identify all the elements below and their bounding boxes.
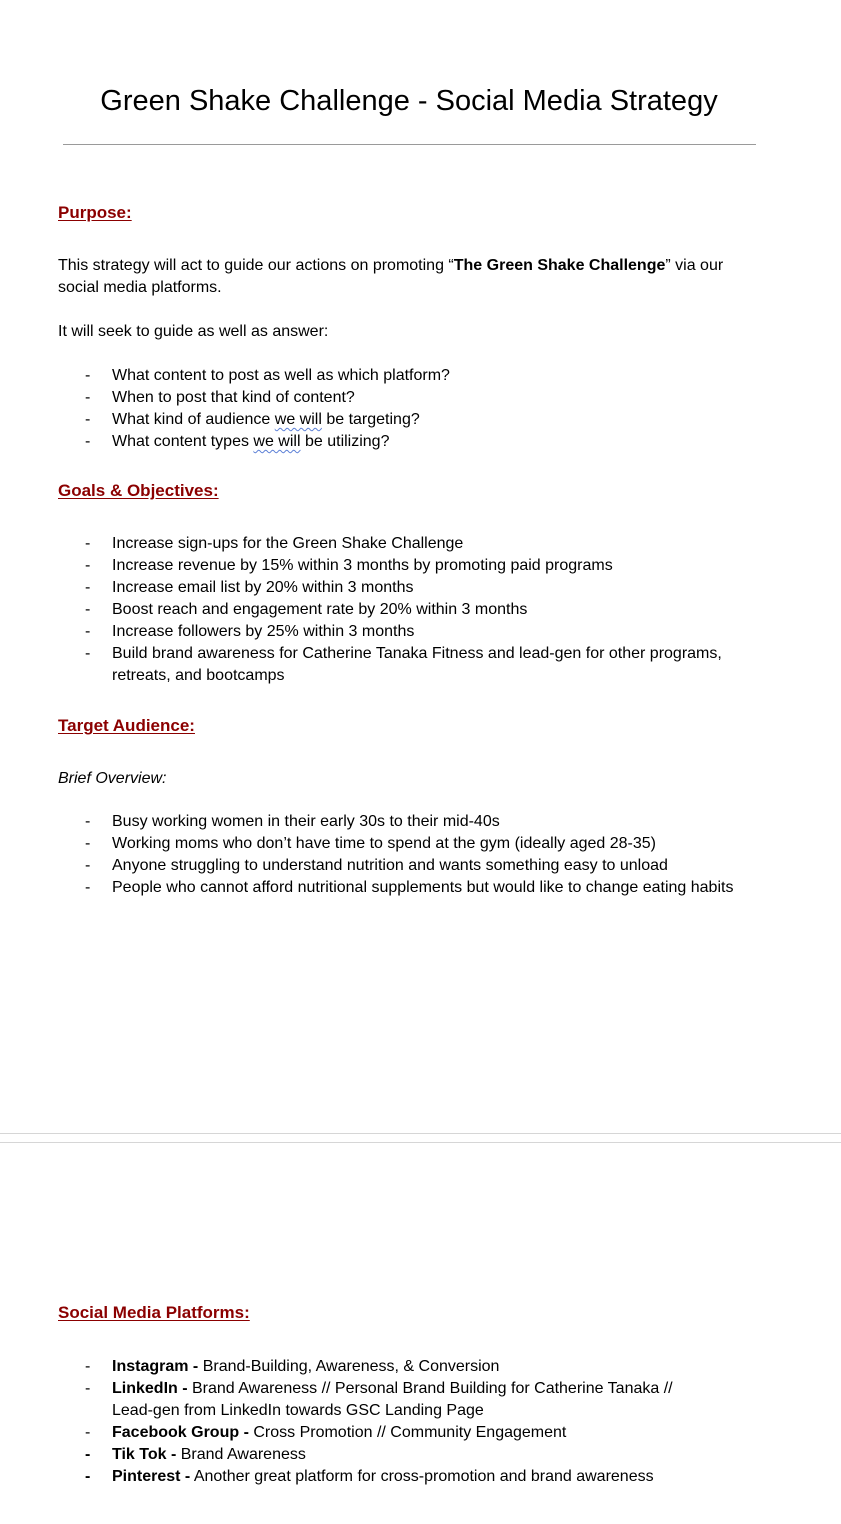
platform-name: Tik Tok - [112,1446,177,1463]
purpose-intro-text: This strategy will act to guide our actions on promoting “ [58,257,454,274]
bullet-dash: - [85,601,91,618]
platform-name: Facebook Group - [112,1424,249,1441]
list-item-text: Working moms who don’t have time to spend at the gym (ideally aged 28-35) [112,835,656,852]
platform-description: Brand Awareness // Personal Brand Building for Catherine Tanaka // [187,1380,673,1397]
bullet-dash: - [85,433,91,450]
platform-name: LinkedIn - [112,1380,188,1397]
list-item-text: Increase sign-ups for the Green Shake Challenge [112,535,464,552]
list-item [58,577,722,599]
bullet-dash: - [85,389,91,406]
bullet-dash: - [85,535,91,552]
purpose-heading: Purpose: [58,203,132,222]
goals-list [58,533,722,687]
list-item [58,877,733,899]
bullet-dash: - [85,645,91,662]
list-item-text: Increase followers by 25% within 3 months [112,623,415,640]
bullet-dash: - [85,879,91,896]
list-item-text: Boost reach and engagement rate by 20% within 3 months [112,601,528,618]
purpose-intro [58,255,723,277]
page-break [0,1133,841,1143]
list-item-text: Build brand awareness for Catherine Tanaka Fitness and lead-gen for other programs, [112,645,722,662]
list-item-facebook-group [58,1422,673,1444]
list-item-text: Increase revenue by 15% within 3 months by promoting paid programs [112,557,613,574]
spellcheck-flagged-text[interactable]: we will [253,433,301,450]
purpose-guide-text: It will seek to guide as well as answer: [58,323,329,340]
list-item [58,555,722,577]
list-item-text: What kind of audience [112,411,275,428]
list-item-text: When to post that kind of content? [112,389,355,406]
platform-description-continuation: Lead-gen from LinkedIn towards GSC Landing Page [112,1402,484,1419]
list-item [58,409,450,431]
spellcheck-flagged-text[interactable]: we will [274,411,322,428]
list-item-text: People who cannot afford nutritional supplements but would like to change eating habits [112,879,734,896]
bullet-dash: - [85,1468,91,1485]
list-item [58,621,722,643]
bullet-dash: - [85,367,91,384]
bullet-dash: - [85,813,91,830]
list-item-text-tail: be utilizing? [300,433,390,450]
document-page-2 [0,1144,841,1524]
bullet-dash: - [85,1380,91,1397]
overview-label-text: Brief Overview: [58,770,167,787]
platform-description: Brand Awareness [176,1446,306,1463]
list-item-text: What content types [112,433,254,450]
list-item-instagram [58,1356,673,1378]
list-item-text: Anyone struggling to understand nutrition and wants something easy to unload [112,857,668,874]
platform-name: Instagram - [112,1358,199,1375]
list-item-pinterest [58,1466,673,1488]
list-item-text: Increase email list by 20% within 3 months [112,579,414,596]
list-item [58,387,450,409]
audience-heading: Target Audience: [58,716,195,735]
list-item [58,855,733,877]
bullet-dash: - [85,1424,91,1441]
list-item [58,833,733,855]
platform-description: Cross Promotion // Community Engagement [248,1424,567,1441]
bullet-dash: - [85,579,91,596]
list-item [58,533,722,555]
goals-heading: Goals & Objectives: [58,481,219,500]
bullet-dash: - [85,623,91,640]
list-item [58,431,450,453]
platforms-list [58,1356,673,1488]
list-item-text: What content to post as well as which platform? [112,367,450,384]
document-title: Green Shake Challenge - Social Media Strategy [100,85,718,117]
list-item [58,643,722,687]
list-item-text-tail: be targeting? [321,411,420,428]
purpose-question-list [58,365,450,453]
title-divider [63,144,756,145]
platforms-heading: Social Media Platforms: [58,1303,250,1322]
platform-description: Another great platform for cross-promotion and brand awareness [190,1468,654,1485]
list-item-linkedin [58,1378,673,1422]
list-item [58,811,733,833]
platform-description: Brand-Building, Awareness, & Conversion [198,1358,500,1375]
list-item-text: Busy working women in their early 30s to their mid-40s [112,813,500,830]
list-item [58,599,722,621]
list-item [58,365,450,387]
list-item-tiktok [58,1444,673,1466]
purpose-intro-tail: ” via our [665,257,724,274]
bullet-dash: - [85,411,91,428]
challenge-name: The Green Shake Challenge [453,257,666,274]
bullet-dash: - [85,857,91,874]
audience-list [58,811,733,899]
audience-overview-label [58,768,166,790]
bullet-dash: - [85,835,91,852]
bullet-dash: - [85,557,91,574]
bullet-dash: - [85,1446,91,1463]
platform-name: Pinterest - [112,1468,191,1485]
list-item-continuation: retreats, and bootcamps [112,667,285,684]
bullet-dash: - [85,1358,91,1375]
purpose-intro-line2: social media platforms. [58,279,222,296]
